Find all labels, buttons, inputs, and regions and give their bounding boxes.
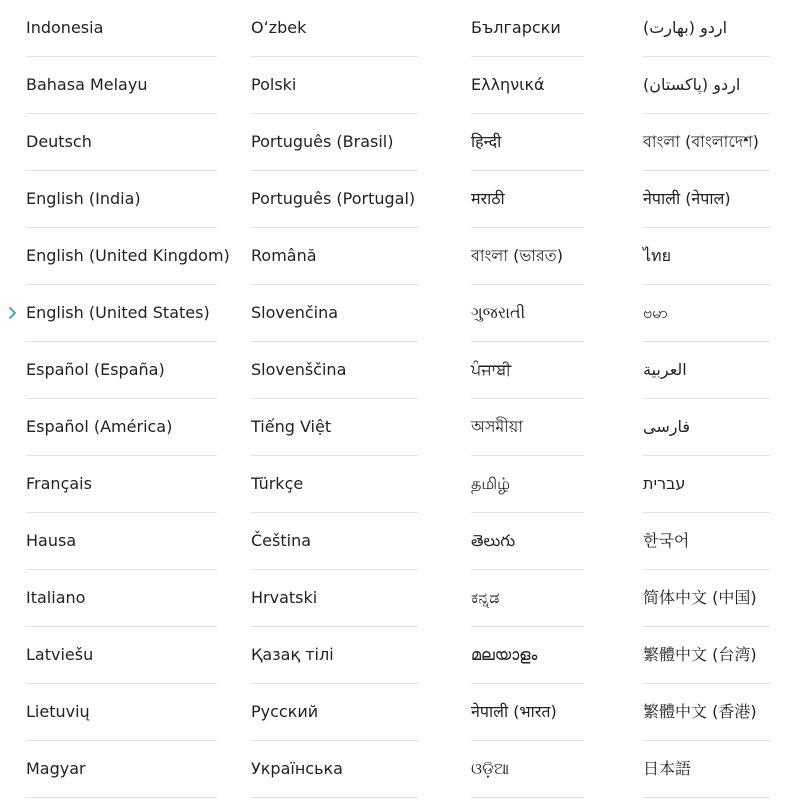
language-option[interactable] bbox=[26, 570, 217, 627]
language-option[interactable] bbox=[471, 228, 584, 285]
language-label: Deutsch bbox=[26, 132, 92, 151]
language-label: Italiano bbox=[26, 588, 86, 607]
language-label: Français bbox=[26, 474, 92, 493]
language-option[interactable] bbox=[251, 228, 418, 285]
language-option[interactable] bbox=[251, 513, 418, 570]
language-option[interactable] bbox=[251, 57, 418, 114]
language-option[interactable] bbox=[643, 570, 770, 627]
language-label: ਪੰਜਾਬੀ bbox=[471, 360, 512, 379]
language-label: Tiếng Việt bbox=[251, 417, 332, 436]
language-option[interactable] bbox=[471, 0, 584, 57]
language-option[interactable] bbox=[251, 570, 418, 627]
language-label: Español (España) bbox=[26, 360, 165, 379]
language-label: Ελληνικά bbox=[471, 75, 545, 94]
language-label: தமிழ் bbox=[471, 474, 511, 493]
language-label: Bahasa Melayu bbox=[26, 75, 148, 94]
language-label: मराठी bbox=[471, 189, 505, 208]
language-option[interactable] bbox=[26, 228, 230, 285]
language-label: English (India) bbox=[26, 189, 141, 208]
language-label: Latviešu bbox=[26, 645, 94, 664]
language-label: বাংলা (বাংলাদেশ) bbox=[643, 132, 759, 151]
language-option[interactable] bbox=[26, 513, 217, 570]
language-label: Русский bbox=[251, 702, 319, 721]
language-option[interactable] bbox=[643, 513, 770, 570]
language-label: മലയാളം bbox=[471, 645, 538, 664]
language-label: Magyar bbox=[26, 759, 86, 778]
language-option[interactable] bbox=[471, 57, 584, 114]
language-option[interactable] bbox=[643, 114, 770, 171]
language-label: English (United Kingdom) bbox=[26, 246, 230, 265]
language-option-selected[interactable] bbox=[26, 285, 217, 342]
language-label: العربية bbox=[643, 360, 687, 379]
language-option[interactable] bbox=[26, 171, 217, 228]
language-label: 繁體中文 (台湾) bbox=[643, 645, 757, 664]
language-label: Hrvatski bbox=[251, 588, 318, 607]
language-option[interactable] bbox=[643, 171, 770, 228]
language-label: اردو (پاکستان) bbox=[643, 75, 741, 94]
language-label: हिन्दी bbox=[471, 132, 502, 151]
language-option[interactable] bbox=[643, 741, 770, 798]
language-label: Українська bbox=[251, 759, 343, 778]
language-label: 繁體中文 (香港) bbox=[643, 702, 757, 721]
language-option[interactable] bbox=[251, 285, 418, 342]
language-label: Oʻzbek bbox=[251, 18, 307, 37]
language-option[interactable] bbox=[471, 570, 584, 627]
language-label: Slovenščina bbox=[251, 360, 347, 379]
language-option[interactable] bbox=[251, 0, 418, 57]
language-option[interactable] bbox=[251, 684, 418, 741]
language-option[interactable] bbox=[471, 114, 584, 171]
language-option[interactable] bbox=[26, 342, 217, 399]
language-label: فارسی bbox=[643, 417, 690, 436]
language-option[interactable] bbox=[26, 627, 217, 684]
language-label: ગુજરાતી bbox=[471, 303, 526, 322]
language-label: Português (Portugal) bbox=[251, 189, 416, 208]
language-label: עברית bbox=[643, 474, 686, 493]
language-option[interactable] bbox=[643, 228, 770, 285]
language-option[interactable] bbox=[26, 0, 217, 57]
language-label: नेपाली (नेपाल) bbox=[643, 189, 731, 208]
language-option[interactable] bbox=[643, 684, 770, 741]
language-option[interactable] bbox=[471, 285, 584, 342]
language-label: Polski bbox=[251, 75, 297, 94]
language-column-3 bbox=[471, 0, 584, 798]
language-option[interactable] bbox=[471, 399, 584, 456]
language-option[interactable] bbox=[251, 627, 418, 684]
language-option[interactable] bbox=[26, 684, 217, 741]
language-label: తెలుగు bbox=[471, 531, 516, 550]
language-label: Türkçe bbox=[251, 474, 304, 493]
language-option[interactable] bbox=[251, 114, 418, 171]
language-column-2 bbox=[251, 0, 418, 798]
language-label: Español (América) bbox=[26, 417, 173, 436]
language-label: বাংলা (ভারত) bbox=[471, 246, 563, 265]
language-option[interactable] bbox=[643, 399, 770, 456]
language-label: 日本語 bbox=[643, 759, 692, 778]
language-option[interactable] bbox=[471, 684, 584, 741]
language-option[interactable] bbox=[471, 456, 584, 513]
language-label: Indonesia bbox=[26, 18, 104, 37]
language-option[interactable] bbox=[26, 456, 217, 513]
language-option[interactable] bbox=[643, 285, 770, 342]
language-label: 한국어 bbox=[643, 531, 690, 550]
language-label: Hausa bbox=[26, 531, 77, 550]
language-label: Čeština bbox=[251, 531, 312, 550]
language-option[interactable] bbox=[643, 342, 770, 399]
language-option[interactable] bbox=[251, 342, 418, 399]
language-label: Português (Brasil) bbox=[251, 132, 394, 151]
language-option[interactable] bbox=[471, 627, 584, 684]
language-column-4 bbox=[643, 0, 770, 798]
language-label: नेपाली (भारत) bbox=[471, 702, 557, 721]
language-option[interactable] bbox=[251, 399, 418, 456]
language-label: Қазақ тілі bbox=[251, 645, 334, 664]
language-label: ไทย bbox=[643, 246, 671, 265]
language-option[interactable] bbox=[643, 57, 770, 114]
language-option[interactable] bbox=[26, 114, 217, 171]
language-label: ဗမာ bbox=[643, 303, 668, 322]
language-option[interactable] bbox=[471, 741, 584, 798]
language-label: اردو (بھارت) bbox=[643, 18, 728, 37]
language-label: ಕನ್ನಡ bbox=[471, 588, 500, 607]
chevron-right-icon bbox=[8, 306, 18, 320]
language-option[interactable] bbox=[251, 171, 418, 228]
language-label: ଓଡ଼ିଆ bbox=[471, 759, 510, 778]
language-label: Română bbox=[251, 246, 317, 265]
language-option[interactable] bbox=[471, 342, 584, 399]
language-label: Lietuvių bbox=[26, 702, 90, 721]
language-option[interactable] bbox=[471, 171, 584, 228]
language-option[interactable] bbox=[643, 627, 770, 684]
language-option[interactable] bbox=[251, 456, 418, 513]
language-option[interactable] bbox=[643, 0, 770, 57]
language-label: Slovenčina bbox=[251, 303, 339, 322]
language-label: English (United States) bbox=[26, 303, 210, 322]
language-option[interactable] bbox=[251, 741, 418, 798]
language-option[interactable] bbox=[471, 513, 584, 570]
language-option[interactable] bbox=[26, 741, 217, 798]
language-label: 简体中文 (中国) bbox=[643, 588, 757, 607]
language-option[interactable] bbox=[26, 57, 217, 114]
language-option[interactable] bbox=[26, 399, 217, 456]
language-label: Български bbox=[471, 18, 561, 37]
language-label: অসমীয়া bbox=[471, 417, 523, 436]
language-column-1 bbox=[26, 0, 230, 798]
language-option[interactable] bbox=[643, 456, 770, 513]
